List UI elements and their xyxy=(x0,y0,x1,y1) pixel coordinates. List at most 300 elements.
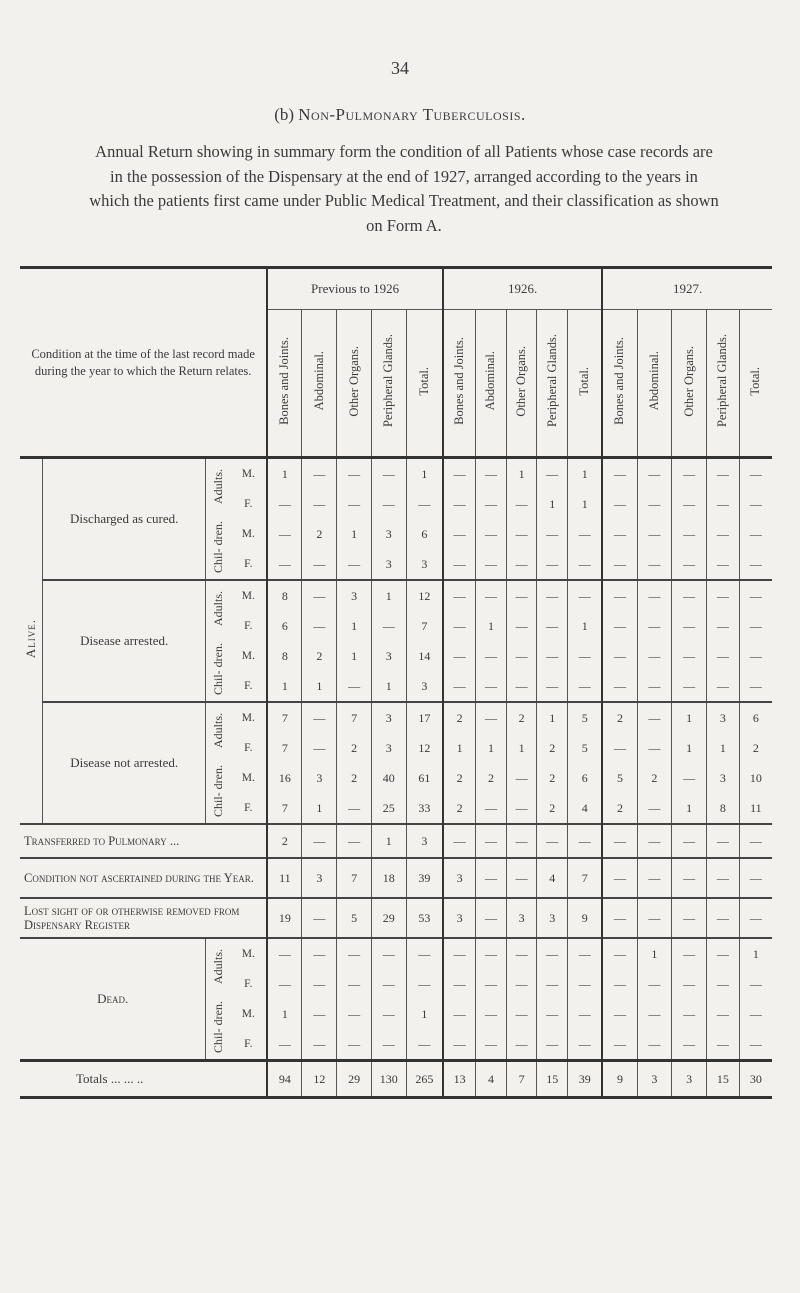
table-cell: — xyxy=(506,763,537,793)
table-cell: — xyxy=(672,580,707,611)
table-cell: — xyxy=(568,969,603,999)
sex-label: M. xyxy=(230,458,267,490)
table-cell: — xyxy=(739,549,772,580)
table-cell: — xyxy=(476,824,507,858)
table-cell: 3 xyxy=(443,858,476,898)
table-cell: 5 xyxy=(602,763,637,793)
table-row xyxy=(20,898,772,938)
table-cell: — xyxy=(537,458,568,490)
table-cell: 1 xyxy=(267,671,302,702)
table-cell: — xyxy=(476,580,507,611)
table-cell: — xyxy=(302,824,337,858)
table-cell: 7 xyxy=(568,858,603,898)
table-cell: — xyxy=(302,611,337,641)
table-cell: — xyxy=(267,938,302,969)
table-cell: — xyxy=(537,999,568,1029)
table-cell: — xyxy=(476,671,507,702)
table-cell: — xyxy=(672,549,707,580)
table-cell: — xyxy=(506,641,537,671)
table-cell: — xyxy=(302,969,337,999)
table-cell: — xyxy=(476,898,507,938)
table-cell: — xyxy=(337,489,372,519)
column-header-label: Abdominal. xyxy=(483,351,498,411)
table-cell: — xyxy=(371,611,406,641)
table-cell: 1 xyxy=(267,458,302,490)
table-cell: 53 xyxy=(406,898,443,938)
table-cell: — xyxy=(302,580,337,611)
table-cell: — xyxy=(602,580,637,611)
table-cell: — xyxy=(506,999,537,1029)
column-header xyxy=(267,310,302,458)
sex-label: F. xyxy=(244,1038,253,1050)
column-header-label: Total. xyxy=(748,366,763,396)
table-cell: 40 xyxy=(371,763,406,793)
table-cell: 3 xyxy=(506,898,537,938)
table-cell: 2 xyxy=(537,733,568,763)
column-header xyxy=(672,310,707,458)
alive-text: Alive. xyxy=(22,619,38,659)
table-cell: — xyxy=(637,793,672,824)
table-cell: — xyxy=(637,999,672,1029)
table-cell: — xyxy=(739,1029,772,1061)
age-group-text: Adults. xyxy=(210,713,225,749)
age-group-label xyxy=(206,641,231,702)
table-cell: 8 xyxy=(267,641,302,671)
table-cell: 3 xyxy=(371,549,406,580)
age-group-text: Adults. xyxy=(210,591,225,627)
table-cell: — xyxy=(707,858,740,898)
column-header xyxy=(707,310,740,458)
table-cell: 1 xyxy=(568,489,603,519)
table-cell: — xyxy=(707,999,740,1029)
table-cell: 2 xyxy=(739,733,772,763)
table-cell: — xyxy=(672,458,707,490)
sex-label: M. xyxy=(241,528,255,540)
table-cell: 1 xyxy=(707,733,740,763)
table-cell: — xyxy=(672,671,707,702)
table-cell: — xyxy=(672,969,707,999)
table-cell: — xyxy=(707,549,740,580)
table-cell: 30 xyxy=(739,1061,772,1098)
heading-title: Non-Pulmonary Tuberculosis. xyxy=(298,105,526,124)
table-cell: — xyxy=(337,793,372,824)
table-cell: 1 xyxy=(443,733,476,763)
table-cell: — xyxy=(371,999,406,1029)
table-cell: — xyxy=(476,793,507,824)
table-cell: — xyxy=(707,641,740,671)
table-cell: — xyxy=(739,458,772,490)
table-cell: — xyxy=(302,549,337,580)
table-cell: 7 xyxy=(267,733,302,763)
table-cell: 1 xyxy=(537,702,568,733)
table-cell: — xyxy=(672,898,707,938)
table-cell: — xyxy=(443,969,476,999)
table-cell: 12 xyxy=(302,1061,337,1098)
table-cell: — xyxy=(506,549,537,580)
table-row xyxy=(20,580,772,611)
table-cell: — xyxy=(371,489,406,519)
table-cell: 25 xyxy=(371,793,406,824)
table-cell: 3 xyxy=(371,641,406,671)
table-cell: — xyxy=(637,611,672,641)
table-cell: — xyxy=(443,641,476,671)
table-cell: — xyxy=(476,489,507,519)
table-cell: 1 xyxy=(672,793,707,824)
totals-label: Totals ... ... .. xyxy=(20,1061,267,1098)
table-cell: — xyxy=(637,458,672,490)
table-cell: 1 xyxy=(337,641,372,671)
page-number: 34 xyxy=(391,58,409,78)
sex-label: F. xyxy=(244,498,253,510)
table-cell: — xyxy=(637,641,672,671)
column-header xyxy=(506,310,537,458)
table-cell: — xyxy=(302,489,337,519)
table-cell: — xyxy=(739,858,772,898)
table-cell: — xyxy=(267,549,302,580)
age-group-label xyxy=(206,763,231,824)
column-header-label: Other Organs. xyxy=(346,345,361,417)
table-cell: 3 xyxy=(371,519,406,549)
age-group-text: Chil- dren. xyxy=(210,765,225,817)
column-header-label: Abdominal. xyxy=(311,351,326,411)
table-cell: — xyxy=(602,898,637,938)
table-cell: — xyxy=(506,793,537,824)
table-cell: — xyxy=(707,1029,740,1061)
table-cell: — xyxy=(302,999,337,1029)
table-cell: — xyxy=(568,1029,603,1061)
table-cell: — xyxy=(476,702,507,733)
table-cell: — xyxy=(672,763,707,793)
column-header xyxy=(406,310,443,458)
table-cell: 15 xyxy=(537,1061,568,1098)
sex-label: M. xyxy=(241,772,255,784)
table-cell: — xyxy=(602,671,637,702)
section-heading xyxy=(0,105,800,125)
table-cell: 1 xyxy=(302,671,337,702)
table-cell: — xyxy=(637,549,672,580)
table-cell: — xyxy=(476,519,507,549)
table-cell: 3 xyxy=(707,702,740,733)
table-cell: — xyxy=(443,580,476,611)
table-cell: 4 xyxy=(568,793,603,824)
table-cell: — xyxy=(672,641,707,671)
table-cell: — xyxy=(637,580,672,611)
table-cell: 3 xyxy=(443,898,476,938)
table-cell: — xyxy=(406,938,443,969)
table-cell: 16 xyxy=(267,763,302,793)
table-cell: 8 xyxy=(267,580,302,611)
period-header-previous: Previous to 1926 xyxy=(267,268,443,310)
table-cell: — xyxy=(707,671,740,702)
table-cell: 2 xyxy=(537,793,568,824)
table-cell: 2 xyxy=(337,733,372,763)
table-cell: — xyxy=(406,1029,443,1061)
table-cell: 5 xyxy=(568,702,603,733)
table-cell: 61 xyxy=(406,763,443,793)
age-group-label xyxy=(206,702,231,763)
table-cell: — xyxy=(602,458,637,490)
table-cell: — xyxy=(602,999,637,1029)
table-cell: — xyxy=(739,519,772,549)
table-cell: — xyxy=(602,733,637,763)
column-header xyxy=(568,310,603,458)
table-cell: 3 xyxy=(707,763,740,793)
sex-label: F. xyxy=(244,620,253,632)
alive-label xyxy=(20,458,42,825)
table-cell: — xyxy=(707,580,740,611)
age-group-text: Chil- dren. xyxy=(210,521,225,573)
table-cell: — xyxy=(337,1029,372,1061)
table-cell: — xyxy=(371,969,406,999)
age-group-text: Chil- dren. xyxy=(210,643,225,695)
table-cell: — xyxy=(537,641,568,671)
table-cell: — xyxy=(476,641,507,671)
table-cell: — xyxy=(506,489,537,519)
table-cell: — xyxy=(568,938,603,969)
table-cell: — xyxy=(302,702,337,733)
table-cell: — xyxy=(443,611,476,641)
totals-row xyxy=(20,1061,772,1098)
table-cell: — xyxy=(537,938,568,969)
table-cell: — xyxy=(602,824,637,858)
table-cell: — xyxy=(443,458,476,490)
row-label: Lost sight of or otherwise removed from Dispensary Register xyxy=(20,898,267,938)
row-label: Condition not ascertained during the Year. xyxy=(20,858,267,898)
table-cell: — xyxy=(637,858,672,898)
table-cell: — xyxy=(371,458,406,490)
table-cell: — xyxy=(443,999,476,1029)
table-cell: — xyxy=(506,969,537,999)
table-cell: — xyxy=(506,858,537,898)
table-cell: 2 xyxy=(302,519,337,549)
table-cell: 39 xyxy=(568,1061,603,1098)
table-cell: — xyxy=(476,458,507,490)
table-cell: — xyxy=(537,824,568,858)
table-cell: 7 xyxy=(337,858,372,898)
table-cell: — xyxy=(337,999,372,1029)
table-cell: 2 xyxy=(506,702,537,733)
sex-label: M. xyxy=(241,1008,255,1020)
table-cell: — xyxy=(302,733,337,763)
table-cell: 11 xyxy=(267,858,302,898)
table-cell: 6 xyxy=(568,763,603,793)
table-cell: 1 xyxy=(537,489,568,519)
table-cell: 1 xyxy=(267,999,302,1029)
table-cell: 3 xyxy=(337,580,372,611)
table-cell: 1 xyxy=(302,793,337,824)
table-cell: — xyxy=(739,611,772,641)
table-cell: — xyxy=(637,733,672,763)
sex-label: F. xyxy=(244,742,253,754)
age-group-label xyxy=(206,938,231,999)
table-cell: 3 xyxy=(371,702,406,733)
table-cell: — xyxy=(739,898,772,938)
column-header-label: Other Organs. xyxy=(514,345,529,417)
table-cell: — xyxy=(406,969,443,999)
column-header-label: Other Organs. xyxy=(681,345,696,417)
table-cell: — xyxy=(568,641,603,671)
column-header xyxy=(602,310,637,458)
table-cell: — xyxy=(337,671,372,702)
table-cell: 94 xyxy=(267,1061,302,1098)
table-cell: 2 xyxy=(637,763,672,793)
column-header-label: Total. xyxy=(577,366,592,396)
table-cell: — xyxy=(637,1029,672,1061)
table-cell: — xyxy=(267,489,302,519)
age-group-label xyxy=(206,519,231,580)
table-cell: — xyxy=(537,519,568,549)
column-header xyxy=(537,310,568,458)
age-group-label xyxy=(206,999,231,1061)
table-cell: 7 xyxy=(267,702,302,733)
table-cell: — xyxy=(707,489,740,519)
table-cell: 4 xyxy=(476,1061,507,1098)
table-cell: — xyxy=(443,824,476,858)
category-label: Discharged as cured. xyxy=(42,458,205,581)
column-header-label: Peripheral Glands. xyxy=(544,334,559,428)
table-cell: — xyxy=(739,580,772,611)
table-cell: 2 xyxy=(267,824,302,858)
table-cell: — xyxy=(707,824,740,858)
table-cell: 3 xyxy=(406,824,443,858)
table-cell: — xyxy=(707,519,740,549)
table-cell: — xyxy=(537,580,568,611)
table-cell: — xyxy=(537,549,568,580)
table-cell: — xyxy=(672,611,707,641)
table-cell: 5 xyxy=(337,898,372,938)
table-cell: — xyxy=(476,938,507,969)
table-cell: — xyxy=(672,858,707,898)
table-row xyxy=(20,824,772,858)
sex-label: M. xyxy=(230,580,267,611)
table-cell: 14 xyxy=(406,641,443,671)
column-header xyxy=(371,310,406,458)
table-cell: 9 xyxy=(568,898,603,938)
table-cell: 1 xyxy=(337,611,372,641)
table-cell: — xyxy=(739,641,772,671)
table-cell: 3 xyxy=(302,858,337,898)
table-cell: — xyxy=(537,611,568,641)
age-group-text: Adults. xyxy=(210,949,225,985)
age-group-label xyxy=(206,580,231,641)
table-cell: 3 xyxy=(302,763,337,793)
category-label: Disease not arrested. xyxy=(42,702,205,824)
column-header-label: Peripheral Glands. xyxy=(381,334,396,428)
table-cell: — xyxy=(406,489,443,519)
sex-label: M. xyxy=(230,702,267,733)
table-cell: — xyxy=(637,969,672,999)
table-cell: — xyxy=(337,938,372,969)
column-header xyxy=(637,310,672,458)
table-cell: 2 xyxy=(537,763,568,793)
table-cell: 1 xyxy=(739,938,772,969)
table-cell: — xyxy=(537,1029,568,1061)
table-cell: — xyxy=(637,489,672,519)
table-cell: 18 xyxy=(371,858,406,898)
column-header xyxy=(739,310,772,458)
table-cell: — xyxy=(337,824,372,858)
table-cell: 2 xyxy=(602,793,637,824)
table-row xyxy=(20,858,772,898)
table-cell: — xyxy=(739,489,772,519)
sex-label: F. xyxy=(244,680,253,692)
table-cell: 1 xyxy=(337,519,372,549)
table-cell: 1 xyxy=(637,938,672,969)
table-cell: 1 xyxy=(371,824,406,858)
table-cell: — xyxy=(672,489,707,519)
table-cell: 2 xyxy=(443,702,476,733)
table-cell: — xyxy=(637,519,672,549)
table-cell: — xyxy=(707,938,740,969)
return-table xyxy=(20,266,772,1099)
table-cell: — xyxy=(302,898,337,938)
sex-label: F. xyxy=(244,558,253,570)
table-cell: — xyxy=(602,641,637,671)
table-cell: — xyxy=(443,519,476,549)
sex-label: F. xyxy=(244,802,253,814)
table-cell: — xyxy=(707,969,740,999)
table-cell: — xyxy=(506,611,537,641)
row-label: Transferred to Pulmonary ... xyxy=(20,824,267,858)
category-label: Disease arrested. xyxy=(42,580,205,702)
table-cell: 1 xyxy=(672,733,707,763)
table-cell: 13 xyxy=(443,1061,476,1098)
dead-label: Dead. xyxy=(20,938,206,1061)
table-cell: 2 xyxy=(476,763,507,793)
table-cell: — xyxy=(568,580,603,611)
age-group-label xyxy=(206,458,231,520)
table-cell: — xyxy=(739,969,772,999)
table-cell: 1 xyxy=(406,999,443,1029)
table-cell: 2 xyxy=(602,702,637,733)
table-cell: 3 xyxy=(406,549,443,580)
age-group-text: Adults. xyxy=(210,469,225,505)
table-cell: — xyxy=(506,824,537,858)
table-cell: 130 xyxy=(371,1061,406,1098)
table-cell: — xyxy=(302,1029,337,1061)
condition-header: Condition at the time of the last record made during the year to which the Return relates. xyxy=(20,268,267,458)
table-cell: 265 xyxy=(406,1061,443,1098)
column-header-label: Bones and Joints. xyxy=(612,337,627,425)
column-header-label: Abdominal. xyxy=(646,351,661,411)
table-cell: — xyxy=(568,824,603,858)
table-cell: — xyxy=(476,969,507,999)
table-cell: 12 xyxy=(406,733,443,763)
table-cell: — xyxy=(337,458,372,490)
table-cell: — xyxy=(506,519,537,549)
table-cell: 6 xyxy=(739,702,772,733)
table-cell: — xyxy=(337,549,372,580)
table-cell: — xyxy=(568,549,603,580)
table-cell: 2 xyxy=(302,641,337,671)
table-cell: 39 xyxy=(406,858,443,898)
table-cell: 2 xyxy=(337,763,372,793)
table-cell: — xyxy=(267,969,302,999)
table-cell: 7 xyxy=(406,611,443,641)
table-cell: 12 xyxy=(406,580,443,611)
table-row xyxy=(20,938,772,969)
column-header xyxy=(337,310,372,458)
table-cell: 3 xyxy=(537,898,568,938)
table-cell: — xyxy=(637,898,672,938)
table-cell: — xyxy=(672,1029,707,1061)
table-cell: 1 xyxy=(406,458,443,490)
table-cell: 33 xyxy=(406,793,443,824)
table-cell: 7 xyxy=(267,793,302,824)
table-cell: — xyxy=(739,999,772,1029)
table-cell: 9 xyxy=(602,1061,637,1098)
period-header-1926: 1926. xyxy=(443,268,602,310)
